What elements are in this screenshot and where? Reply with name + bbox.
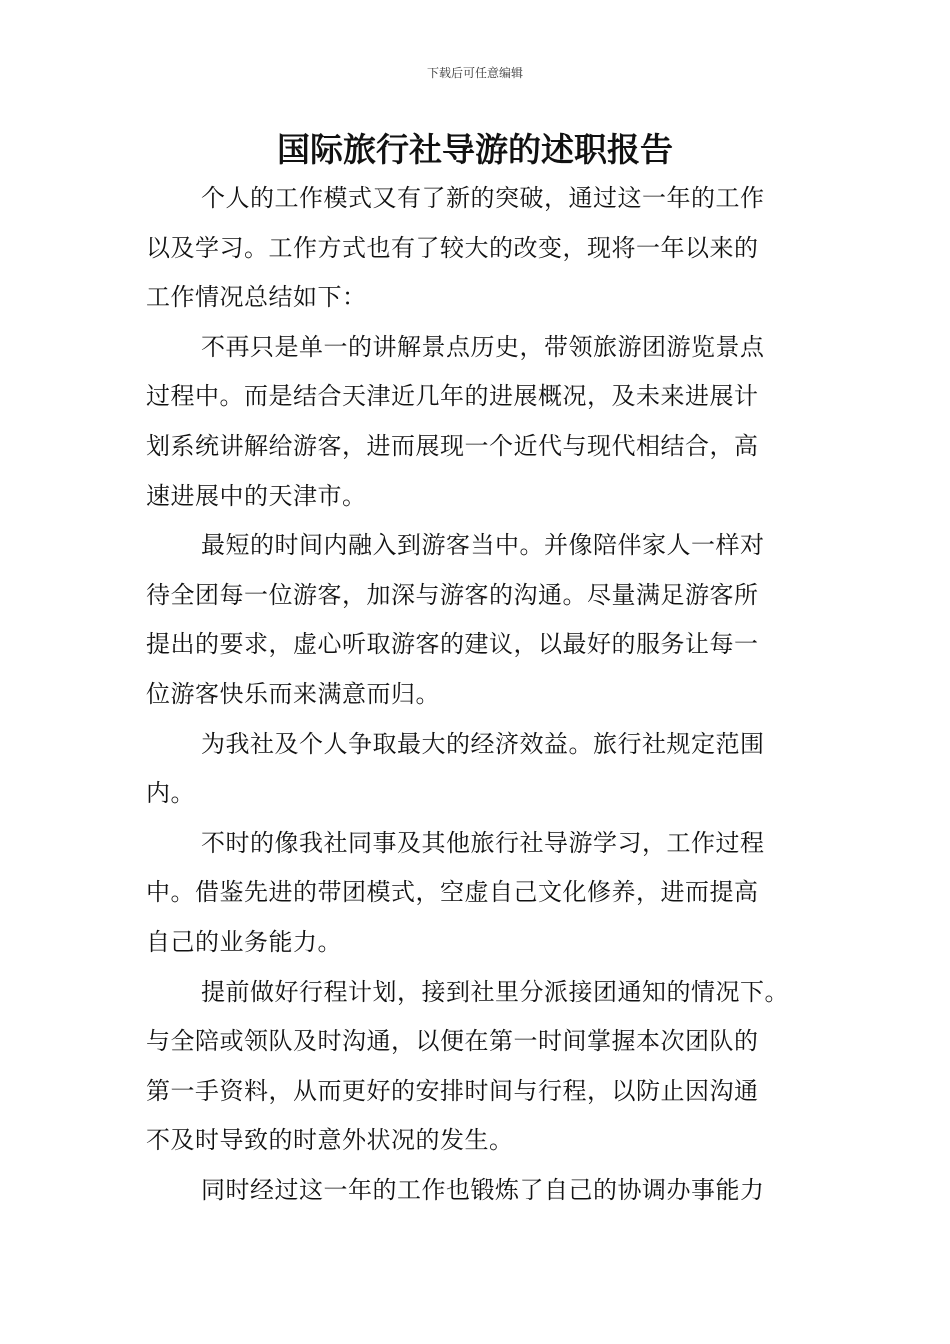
paragraph-line: 待全团每一位游客，加深与游客的沟通。尽量满足游客所 — [146, 580, 759, 609]
body-paragraph — [146, 521, 810, 719]
document-body — [146, 174, 810, 1215]
header-note: 下载后可任意编辑 — [426, 66, 523, 80]
paragraph-line: 不再只是单一的讲解景点历史，带领旅游团游览景点 — [201, 332, 765, 361]
paragraph-line: 内。 — [146, 779, 195, 808]
paragraph-line: 工作情况总结如下： — [146, 283, 367, 312]
paragraph-line: 提前做好行程计划，接到社里分派接团通知的情况下。 — [201, 977, 789, 1006]
body-paragraph — [146, 968, 810, 1166]
body-paragraph — [146, 720, 810, 819]
paragraph-line: 位游客快乐而来满意而归。 — [146, 679, 440, 708]
paragraph-line: 速进展中的天津市。 — [146, 481, 367, 510]
paragraph-line: 同时经过这一年的工作也锻炼了自己的协调办事能力 — [201, 1175, 765, 1204]
document-title: 国际旅行社导游的述职报告 — [277, 130, 673, 169]
paragraph-line: 不时的像我社同事及其他旅行社导游学习，工作过程 — [201, 828, 765, 857]
paragraph-line: 个人的工作模式又有了新的突破，通过这一年的工作 — [201, 184, 765, 212]
body-paragraph — [146, 819, 810, 968]
body-paragraph — [146, 1166, 810, 1216]
paragraph-line: 最短的时间内融入到游客当中。并像陪伴家人一样对 — [201, 531, 765, 560]
paragraph-line: 第一手资料，从而更好的安排时间与行程，以防止因沟通 — [146, 1076, 759, 1105]
paragraph-line: 提出的要求，虚心听取游客的建议，以最好的服务让每一 — [146, 630, 759, 659]
paragraph-line: 自己的业务能力。 — [146, 927, 342, 956]
paragraph-line: 为我社及个人争取最大的经济效益。旅行社规定范围 — [201, 729, 765, 758]
paragraph-line: 以及学习。工作方式也有了较大的改变，现将一年以来的 — [146, 233, 759, 262]
paragraph-line: 过程中。而是结合天津近几年的进展概况，及未来进展计 — [146, 382, 759, 411]
paragraph-line: 与全陪或领队及时沟通，以便在第一时间掌握本次团队的 — [146, 1027, 759, 1056]
paragraph-line: 不及时导致的时意外状况的发生。 — [146, 1126, 514, 1155]
body-paragraph — [146, 174, 810, 323]
body-paragraph — [146, 323, 810, 521]
paragraph-line: 划系统讲解给游客，进而展现一个近代与现代相结合，高 — [146, 431, 759, 460]
paragraph-line: 中。借鉴先进的带团模式，空虚自己文化修养，进而提高 — [146, 878, 759, 907]
